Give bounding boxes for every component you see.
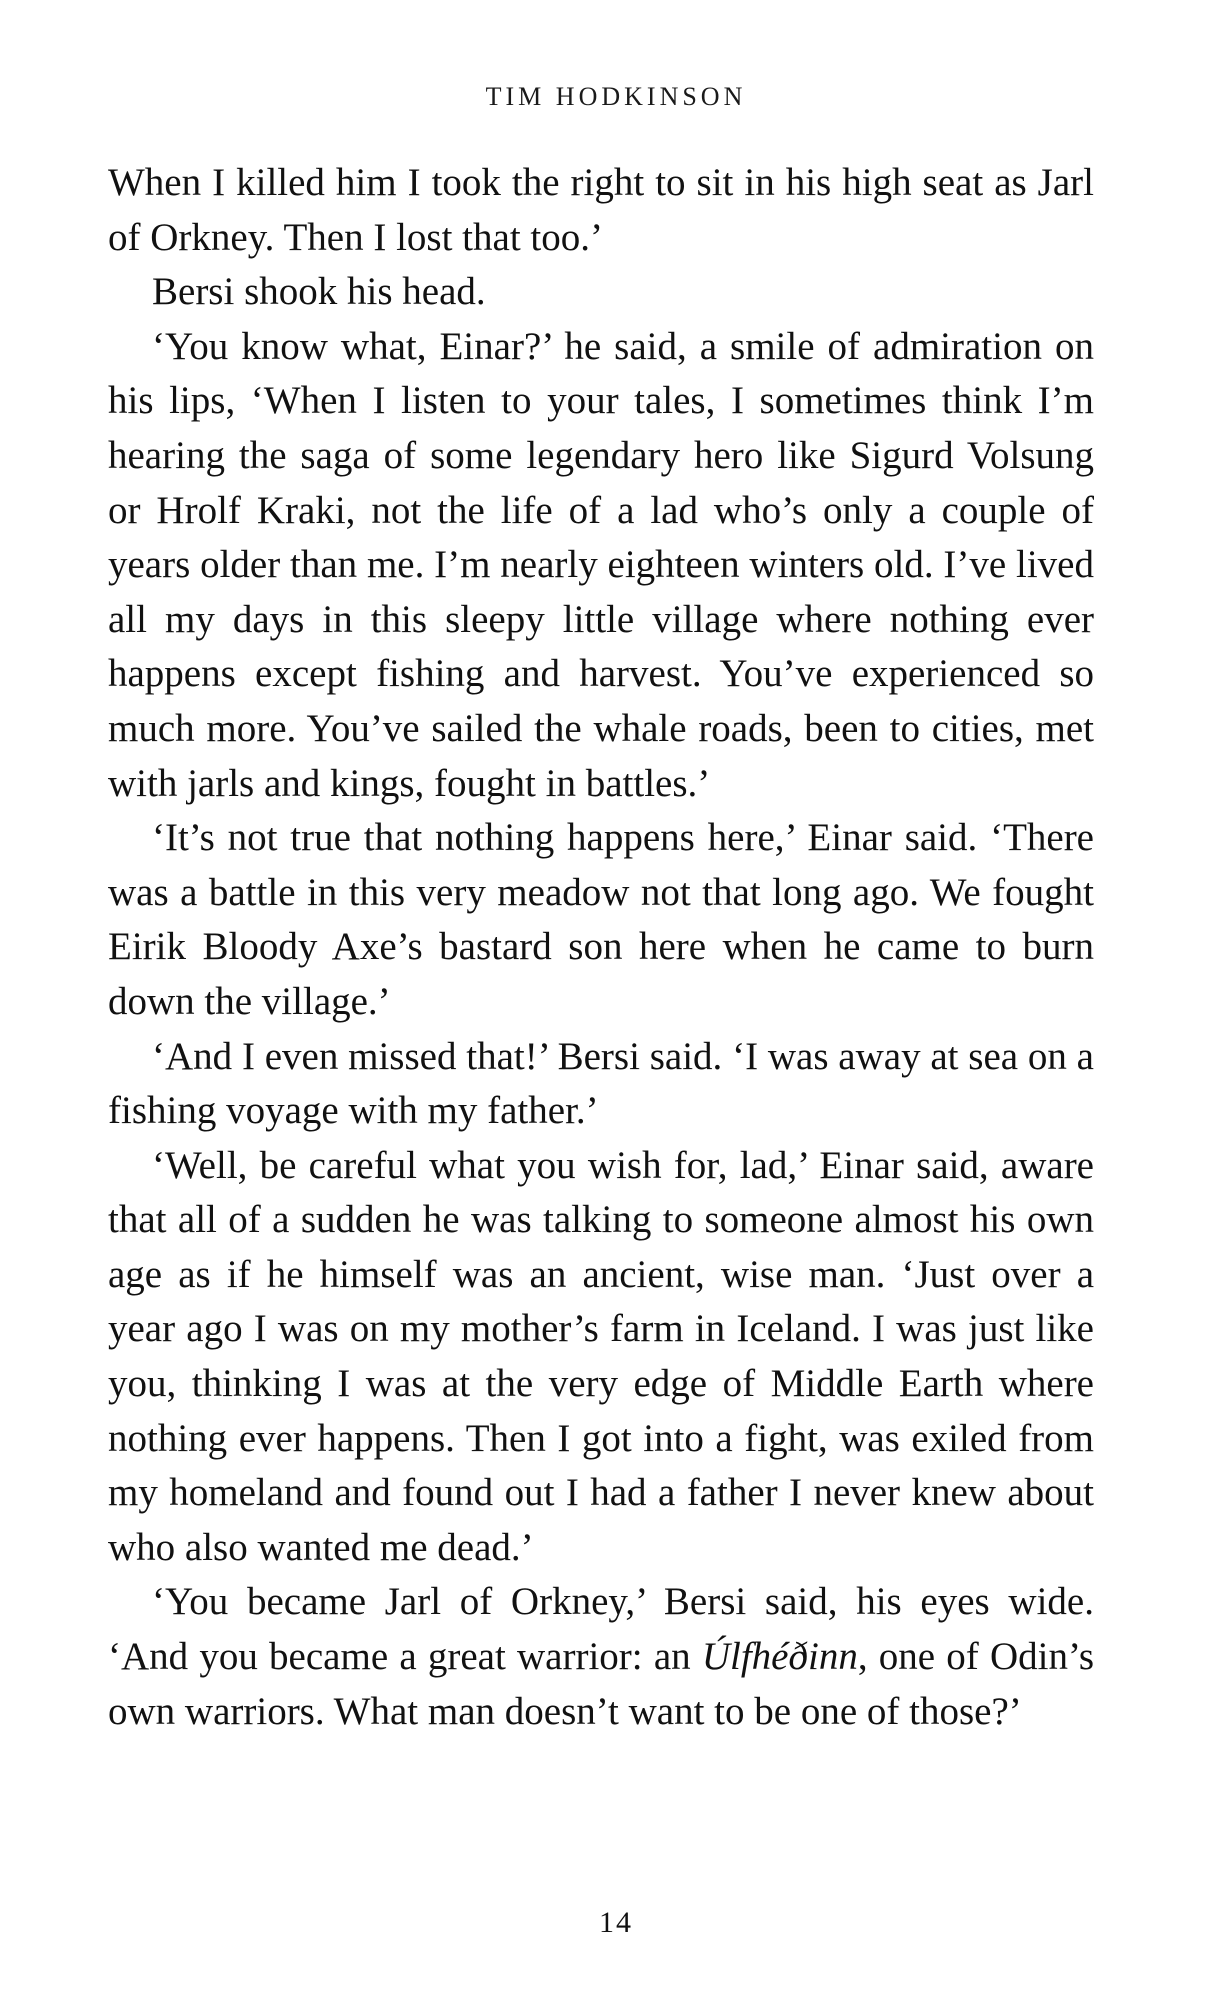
paragraph: When I killed him I took the right to sit in his high seat as Jarl of Orkney. Then I lost that too.’ xyxy=(108,161,1094,259)
body-text xyxy=(108,156,1094,1739)
running-head: TIM HODKINSON xyxy=(485,82,747,111)
paragraph: ‘It’s not true that nothing happens here,’ Einar said. ‘There was a battle in this very meadow not that long ago. We fought Eirik Bloody Axe’s bastard son here when he came to burn down the village.’ xyxy=(108,816,1094,1023)
paragraph xyxy=(108,1575,1094,1739)
page-number: 14 xyxy=(599,1906,633,1939)
paragraph-text: , one of Odin’s own warriors. What man doesn’t want to be one of those?’ xyxy=(108,1635,1095,1733)
paragraph: ‘And I even missed that!’ Bersi said. ‘I was away at sea on a fishing voyage with my father.’ xyxy=(108,1034,1094,1133)
paragraph: ‘Well, be careful what you wish for, lad,’ Einar said, aware that all of a sudden he was talking to someone almost his own age as if he himself was an ancient, wise man. ‘Just over a year ago I was on my mother’s farm in Iceland. I was just like you, thinking I was at the very edge of Middle Earth where nothing ever happens. Then I got into a fight, was exiled from my homeland and found out I had a father I never knew about who also wanted me dead.’ xyxy=(108,1143,1094,1569)
italic-term: Úlfhéðinn xyxy=(701,1635,858,1679)
paragraph: ‘You know what, Einar?’ he said, a smile of admiration on his lips, ‘When I listen to your tales, I sometimes think I’m hearing the saga of some legendary hero like Sigurd Volsung or Hrolf Kraki, not the life of a lad who’s only a couple of years older than me. I’m nearly eighteen winters old. I’ve lived all my days in this sleepy little village where nothing ever happens except fishing and harvest. You’ve experienced so much more. You’ve sailed the whale roads, been to cities, met with jarls and kings, fought in battles.’ xyxy=(108,324,1094,805)
paragraph-text: ‘You became Jarl of Orkney,’ Bersi said, his eyes wide. ‘And you became a great warrior: an xyxy=(108,1580,1094,1679)
paragraph: Bersi shook his head. xyxy=(152,270,486,314)
